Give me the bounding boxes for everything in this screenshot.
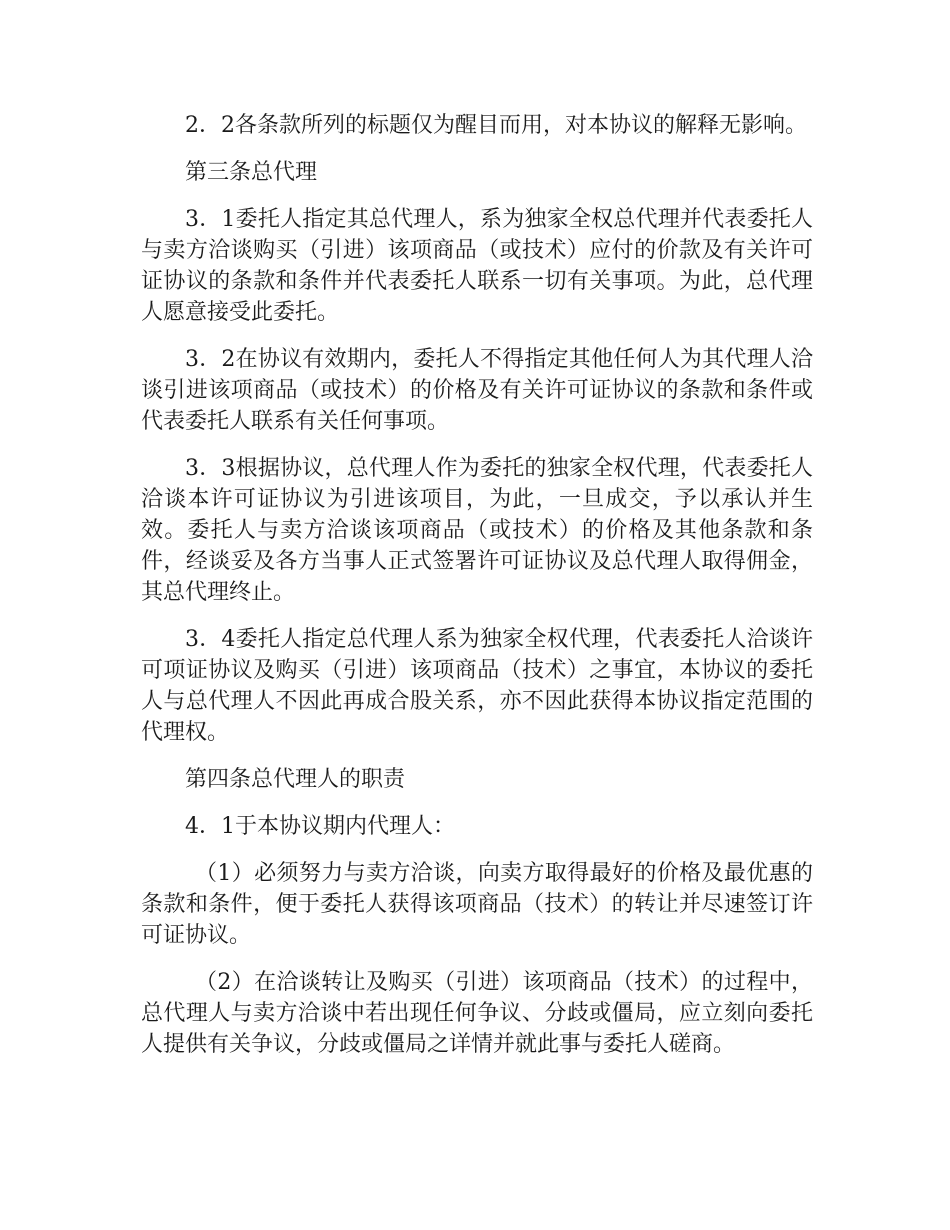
clause-3-2-paragraph: 3．2在协议有效期内，委托人不得指定其他任何人为其代理人洽谈引进该项商品（或技术）的价格及有关许可证协议的条款和条件或代表委托人联系有关任何事项。 [141, 347, 813, 434]
article-3-heading: 第三条总代理 [185, 160, 318, 185]
clause-4-1-paragraph: 4．1于本协议期内代理人： [185, 814, 455, 839]
clause-2-2-paragraph: 2．2各条款所列的标题仅为醒目而用，对本协议的解释无影响。 [185, 113, 807, 138]
item-1-paragraph: （1）必须努力与卖方洽谈，向卖方取得最好的价格及最优惠的条款和条件，便于委托人获得该项商品（技术）的转让并尽速签订许可证协议。 [141, 861, 813, 948]
item-2-paragraph: （2）在洽谈转让及购买（引进）该项商品（技术）的过程中，总代理人与卖方洽谈中若出现任何争议、分歧或僵局，应立刻向委托人提供有关争议，分歧或僵局之详情并就此事与委托人磋商。 [141, 970, 813, 1057]
clause-3-3-paragraph: 3．3根据协议，总代理人作为委托的独家全权代理，代表委托人洽谈本许可证协议为引进该项目，为此，一旦成交，予以承认并生效。委托人与卖方洽谈该项商品（或技术）的价格及其他条款和条件，经谈妥及各方当事人正式签署许可证协议及总代理人取得佣金，其总代理终止。 [141, 456, 813, 605]
clause-3-4-paragraph: 3．4委托人指定总代理人系为独家全权代理，代表委托人洽谈许可项证协议及购买（引进）该项商品（技术）之事宜，本协议的委托人与总代理人不因此再成合股关系，亦不因此获得本协议指定范围的代理权。 [141, 627, 813, 745]
document-page [141, 110, 813, 1076]
clause-3-1-paragraph: 3．1委托人指定其总代理人，系为独家全权总代理并代表委托人与卖方洽谈购买（引进）该项商品（或技术）应付的价款及有关许可证协议的条款和条件并代表委托人联系一切有关事项。为此，总代理人愿意接受此委托。 [141, 207, 813, 325]
article-4-heading: 第四条总代理人的职责 [185, 767, 406, 792]
